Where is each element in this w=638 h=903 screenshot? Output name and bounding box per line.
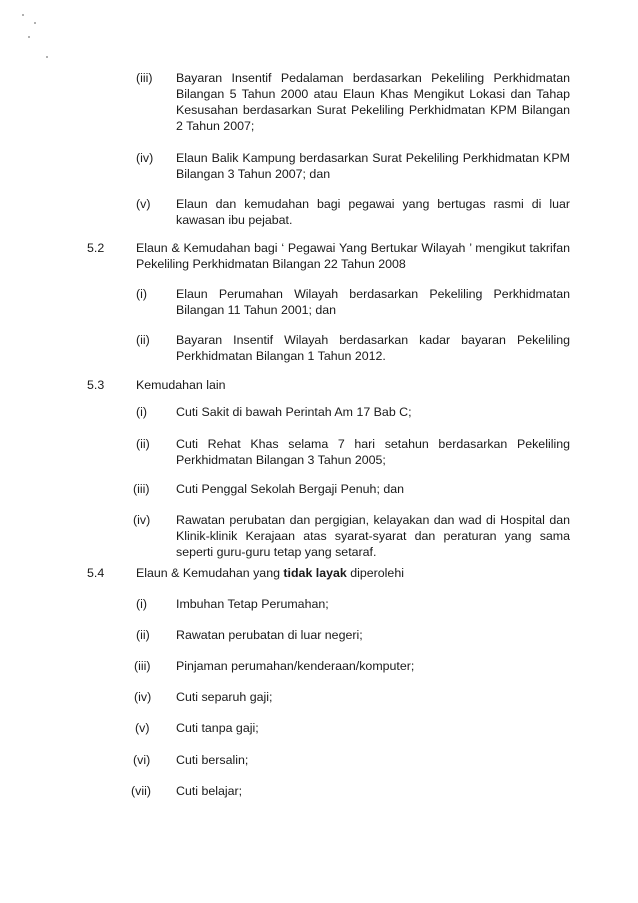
- item-text: Cuti tanpa gaji;: [176, 721, 259, 735]
- item-text: Pinjaman perumahan/kenderaan/komputer;: [176, 659, 415, 673]
- item-text: Elaun dan kemudahan bagi pegawai yang bertugas rasmi di luar kawasan ibu pejabat.: [176, 197, 570, 227]
- item-number: (iv): [134, 690, 152, 704]
- item-text: Cuti Penggal Sekolah Bergaji Penuh; dan: [176, 482, 405, 496]
- item-number: (iii): [133, 482, 150, 496]
- heading-text: diperolehi: [346, 566, 404, 580]
- item-text: Cuti separuh gaji;: [176, 690, 273, 704]
- section-number: 5.2: [87, 241, 105, 255]
- item-text: Cuti belajar;: [176, 784, 243, 798]
- item-text: Cuti bersalin;: [176, 753, 249, 767]
- section-heading: Elaun & Kemudahan bagi ‘ Pegawai Yang Bertukar Wilayah ’ mengikut takrifan Pekeliling Perkhidmatan Bilangan 22 Tahun 2008: [136, 241, 570, 271]
- item-text: Cuti Sakit di bawah Perintah Am 17 Bab C;: [176, 405, 412, 419]
- item-number: (iv): [133, 513, 151, 527]
- item-number: (iii): [134, 659, 151, 673]
- heading-emphasis: tidak layak: [283, 566, 347, 580]
- item-number: (iv): [136, 151, 154, 165]
- item-number: (i): [136, 405, 148, 419]
- item-number: (i): [136, 287, 148, 301]
- item-number: (ii): [136, 333, 150, 347]
- item-text: Bayaran Insentif Pedalaman berdasarkan Pekeliling Perkhidmatan Bilangan 5 Tahun 2000 atau Elaun Khas Mengikut Lokasi dan Tahap Kesusahan berdasarkan Surat Pekeliling Perkhidmatan KPM Bilangan 2 Tahun 2007;: [176, 71, 570, 133]
- item-number: (vii): [131, 784, 151, 798]
- item-text: Rawatan perubatan di luar negeri;: [176, 628, 363, 642]
- item-number: (i): [136, 597, 148, 611]
- scan-speck: [46, 56, 48, 58]
- item-text: Imbuhan Tetap Perumahan;: [176, 597, 329, 611]
- item-number: (v): [136, 197, 151, 211]
- heading-text: Elaun & Kemudahan yang: [136, 566, 284, 580]
- item-text: Cuti Rehat Khas selama 7 hari setahun berdasarkan Pekeliling Perkhidmatan Bilangan 3 Tahun 2005;: [176, 437, 570, 467]
- section-heading: [136, 565, 404, 581]
- section-number: 5.4: [87, 566, 105, 580]
- item-number: (ii): [136, 628, 150, 642]
- item-text: Rawatan perubatan dan pergigian, kelayakan dan wad di Hospital dan Klinik-klinik Kerajaan atas syarat-syarat dan peraturan yang sama seperti guru-guru tetap yang setaraf.: [176, 513, 570, 559]
- item-text: Bayaran Insentif Wilayah berdasarkan kadar bayaran Pekeliling Perkhidmatan Bilangan 1 Tahun 2012.: [176, 333, 570, 363]
- scan-speck: [34, 22, 36, 24]
- item-number: (ii): [136, 437, 150, 451]
- section-heading: Kemudahan lain: [136, 378, 226, 392]
- section-number: 5.3: [87, 378, 105, 392]
- item-text: Elaun Balik Kampung berdasarkan Surat Pekeliling Perkhidmatan KPM Bilangan 3 Tahun 2007; dan: [176, 151, 570, 181]
- scan-speck: [22, 14, 24, 16]
- item-number: (iii): [136, 71, 153, 85]
- item-number: (vi): [133, 753, 151, 767]
- item-text: Elaun Perumahan Wilayah berdasarkan Pekeliling Perkhidmatan Bilangan 11 Tahun 2001; dan: [176, 287, 570, 317]
- item-number: (v): [135, 721, 150, 735]
- scan-speck: [28, 36, 30, 38]
